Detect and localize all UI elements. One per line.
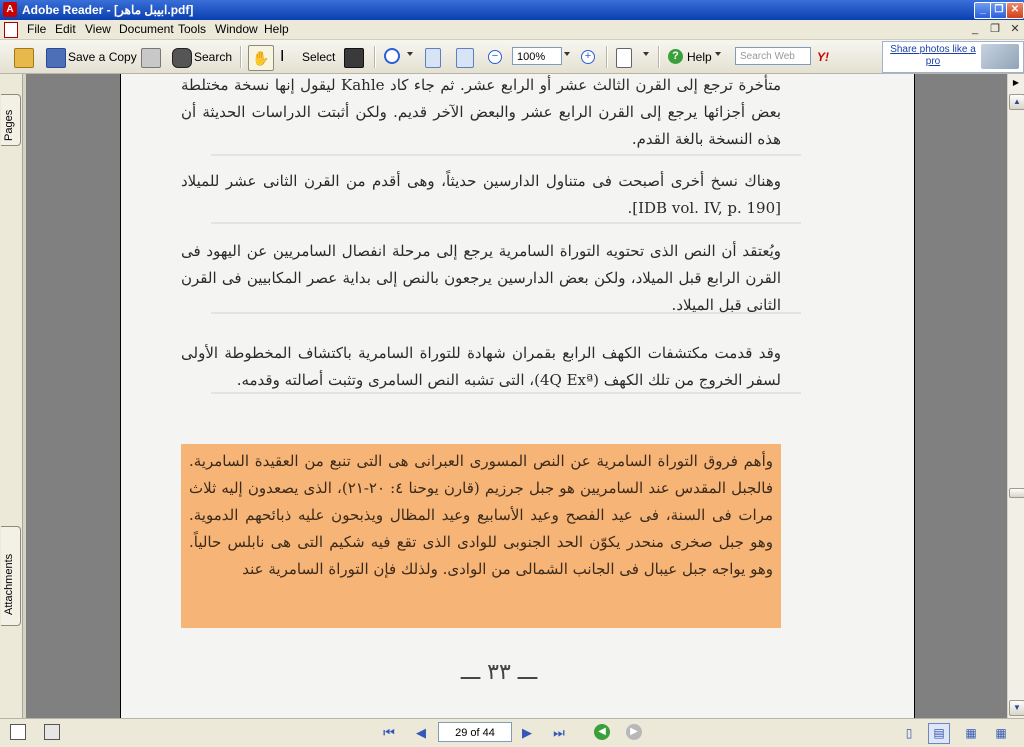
previous-view-button[interactable]: ◀ [594,724,610,740]
zoom-level-field[interactable]: 100% [512,47,562,65]
help-icon[interactable]: ? [668,49,683,64]
previous-page-button[interactable]: ◀ [416,725,426,740]
pdf-page [120,74,915,718]
adobe-reader-app-icon[interactable]: A [3,2,17,17]
search-web-input[interactable]: Search Web [735,47,811,65]
document-icon[interactable] [4,22,18,38]
menu-help[interactable]: Help [264,22,289,36]
restore-window-button[interactable]: ❐ [990,2,1008,19]
paragraph: متأخرة ترجع إلى القرن الثالث عشر أو الرابع عشر. ثم جاء كاد Kahle ليقول إنها نسخة مختلطة بعض أجزائها يرجع إلى القرن الرابع عشر والبعض الآخر قديم. ولكن أثبتت الدراسات الحديثة أن هذه النسخة بالغة القدم. [181,76,781,148]
document-minimize-button[interactable]: _ [971,23,979,35]
navigation-panel [0,74,23,718]
menu-document[interactable]: Document [119,22,174,36]
continuous-facing-layout-button[interactable]: ▦ [995,726,1007,740]
menu-window[interactable]: Window [215,22,258,36]
bleed-through-line [211,154,801,156]
toolbar-separator [606,46,608,68]
scroll-down-button[interactable]: ▼ [1009,700,1024,716]
status-bar [0,718,1024,747]
print-icon[interactable] [141,48,161,68]
camera-ad-image [981,44,1019,69]
zoom-in-tool-icon[interactable] [384,48,400,64]
attachments-tab[interactable] [1,526,21,626]
paragraph: وقد قدمت مكتشفات الكهف الرابع بقمران شهادة للتوراة السامرية باكتشاف المخطوطة الأولى لسفر الخروج من تلك الكهف (4Q Exª)، التى تشبه النص السامرى وتثبت أصالته وقدمه. [181,344,781,389]
single-page-layout-button[interactable]: ▯ [905,726,913,740]
facing-layout-button[interactable]: ▦ [965,726,977,740]
attachments-tab-label: Attachments [3,553,15,615]
menu-view[interactable]: View [85,22,111,36]
menu-bar [0,20,1024,40]
scroll-up-button[interactable]: ▲ [1009,94,1024,110]
document-view[interactable] [26,74,1007,718]
pages-tab[interactable] [1,94,21,146]
toolbar-separator [658,46,660,68]
toolbar-separator [240,46,242,68]
search-button[interactable]: Search [194,50,233,64]
zoom-tool-dropdown-icon[interactable] [407,52,413,56]
window-title: Adobe Reader - [ابيبل ماهر.pdf] [22,3,194,17]
zoom-in-icon[interactable]: + [581,50,595,64]
menu-edit[interactable]: Edit [55,22,76,36]
menu-tools[interactable]: Tools [178,22,207,36]
next-view-button[interactable]: ▶ [626,724,642,740]
select-tool-button[interactable]: Select [302,50,336,64]
rotate-pages-icon[interactable] [616,48,632,68]
text-select-cursor-icon[interactable]: I [280,48,285,65]
rotate-dropdown-icon[interactable] [643,52,649,56]
bleed-through-line [211,222,801,224]
help-dropdown-icon[interactable] [715,52,721,56]
continuous-layout-button[interactable]: ▤ [928,723,950,744]
printed-page-number: ـــ ٣٣ ـــ [460,660,538,685]
document-restore-button[interactable]: ❐ [990,23,1000,35]
share-photos-link[interactable]: Share photos like a pro [890,44,976,67]
show-navigation-pane-icon[interactable] [10,724,26,740]
menu-file[interactable]: File [27,22,47,36]
yahoo-search-button[interactable]: Y! [817,50,829,64]
last-page-button[interactable]: ⏭ [553,725,565,740]
binoculars-search-icon[interactable] [172,48,192,68]
vertical-scrollbar[interactable] [1007,74,1024,718]
highlighted-text-block[interactable] [181,444,781,628]
options-arrow-icon[interactable]: ▶ [1012,78,1020,87]
share-photos-ad-banner[interactable] [882,41,1024,73]
toolbar [0,40,1024,74]
toolbar-separator [374,46,376,68]
zoom-level-dropdown-icon[interactable] [564,52,570,56]
next-page-button[interactable]: ▶ [522,725,532,740]
paragraph: ويُعتقد أن النص الذى تحتويه التوراة السامرية يرجع إلى مرحلة انفصال السامريين عن اليهود فى القرن الرابع قبل الميلاد، ولكن بعض الدارسين يرجعون بالنص إلى بداية عصر المكابيين فى القرن الثانى قبل الميلاد. [181,242,781,314]
open-folder-icon[interactable] [14,48,34,68]
snapshot-camera-icon[interactable] [344,48,364,68]
highlighted-paragraph: وأهم فروق التوراة السامرية عن النص المسورى العبرانى هى التى تنبع من العقيدة السامرية. فالجبل المقدس عند السامريين هو جبل جرزيم (قارن يوحنا ٤: ٢٠-٢١)، الذى يصعدون إليه ثلاث مرات فى السنة، فى عيد الفصح وعيد الأسابيع وعيد المظال ويذبحون عليه ذبائحهم الدموية. وهو جبل صخرى منحدر يكوّن الحد الجنوبى للوادى الذى تقع فيه شكيم التى هى نابلس حالياً. وهو يواجه جبل عيبال فى الجانب الشمالى من الوادى. ولذلك فإن التوراة السامرية عند [189,452,774,578]
fit-page-icon[interactable] [425,48,441,68]
save-disk-icon[interactable] [46,48,66,68]
close-window-button[interactable]: ✕ [1006,2,1024,19]
first-page-button[interactable]: ⏮ [383,725,395,740]
paragraph: وهناك نسخ أخرى أصبحت فى متناول الدارسين حديثاً، وهى أقدم من القرن الثانى عشر للميلاد [IDB vol. IV, p. 190]. [181,172,781,217]
minimize-window-button[interactable]: _ [974,2,992,19]
zoom-out-icon[interactable]: − [488,50,502,64]
scroll-thumb[interactable] [1009,488,1024,498]
save-a-copy-button[interactable]: Save a Copy [68,50,137,64]
help-button[interactable]: Help [687,50,712,64]
title-bar [0,0,1024,20]
document-close-button[interactable]: ✕ [1010,23,1020,35]
page-number-field[interactable]: 29 of 44 [438,722,512,742]
page-size-icon[interactable] [44,724,60,740]
fit-width-icon[interactable] [456,48,474,68]
hand-tool-icon[interactable]: ✋ [248,45,274,71]
pages-tab-label: Pages [3,109,15,141]
